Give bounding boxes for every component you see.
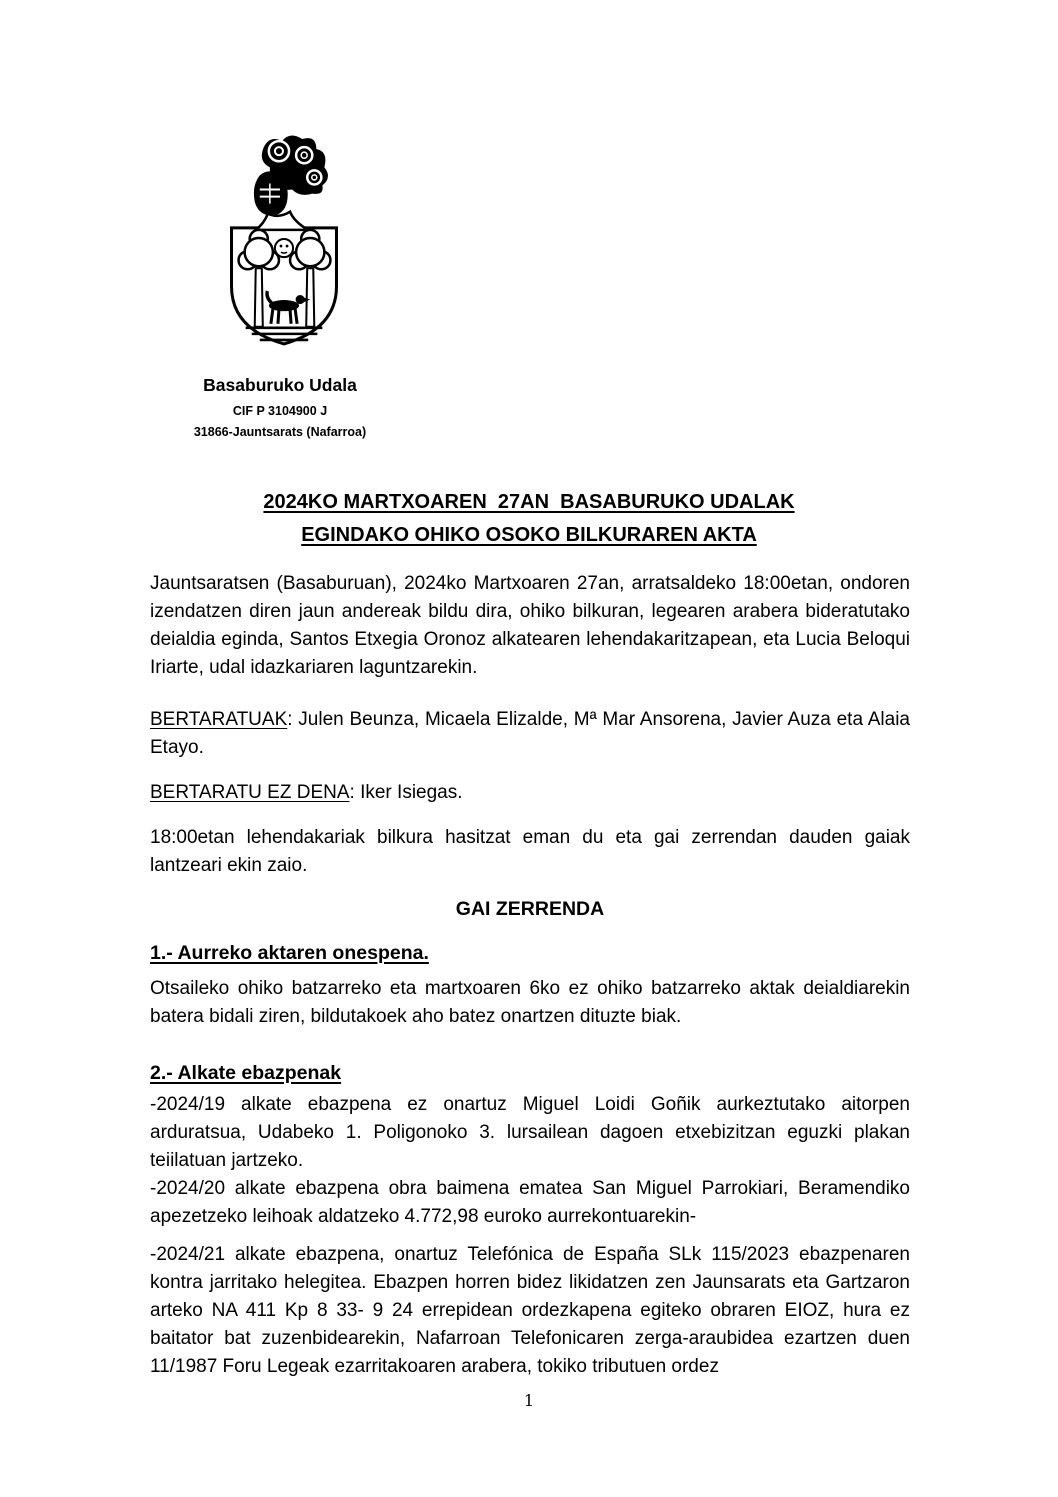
section-1-heading: 1.- Aurreko aktaren onespena. xyxy=(150,942,429,964)
attendees-names: : Julen Beunza, Micaela Elizalde, Mª Mar Ansorena, Javier Auza eta Alaia Etayo. xyxy=(150,709,910,758)
section-1-paragraph: Otsaileko ohiko batzarreko eta martxoaren 6ko ez ohiko batzarreko aktak deialdiarekin batera bidali ziren, bildutakoek aho batez onartzen dituzte biak. xyxy=(150,978,910,1027)
organization-cif: CIF P 3104900 J xyxy=(232,404,328,418)
session-opening-paragraph: 18:00etan lehendakariak bilkura hasitzat eman du eta gai zerrendan dauden gaiak lantzeari ekin zaio. xyxy=(150,827,910,876)
document-title xyxy=(0,486,1058,552)
absentees-names: : Iker Isiegas. xyxy=(349,782,463,803)
resolution-item-2024-21: -2024/21 alkate ebazpena, onartuz Telefónica de España SLk 115/2023 ebazpenaren kontra jarritako helegitea. Ebazpen horren bidez likidatzen zen Jaunsarats eta Gartzaron arteko NA 411 Kp 8 33- 9 24 errepidean ordezkapena egiteko obraren EIOZ, hura ez baitator bat zuzenbidearekin, Nafarroan Telefonicaren zerga-araubidea ezartzen duen 11/1987 Foru Legeak ezarritakoaren arabera, tokiko tributuen ordez xyxy=(150,1244,910,1377)
resolution-item-2024-20: -2024/20 alkate ebazpena obra baimena ematea San Miguel Parrokiari, Beramendiko apezetzeko leihoak aldatzeko 4.772,98 euroko aurrekontuarekin- xyxy=(150,1178,910,1227)
organization-name: Basaburuko Udala xyxy=(203,375,357,395)
attendees-label: BERTARATUAK xyxy=(150,709,288,730)
letterhead xyxy=(140,374,420,440)
absentees-paragraph xyxy=(150,779,910,807)
agenda-title: GAI ZERRENDA xyxy=(455,898,605,920)
intro-paragraph: Jauntsaratsen (Basaburuan), 2024ko Martxoaren 27an, arratsaldeko 18:00etan, ondoren izendatzen diren jaun andereak bildu dira, ohiko bilkuran, legearen arabera bideratutako deialdia eginda, Santos Etxegia Oronoz alkatearen lehendakaritzapean, eta Lucia Beloqui Iriarte, udal idazkariaren laguntzarekin. xyxy=(150,573,910,678)
document-body xyxy=(150,570,910,1381)
organization-address: 31866-Jauntsarats (Nafarroa) xyxy=(193,425,367,439)
coat-of-arms-logo xyxy=(222,133,346,347)
page-number: 1 xyxy=(523,1391,535,1410)
resolution-item-2024-19: -2024/19 alkate ebazpena ez onartuz Miguel Loidi Goñik aurkeztutako aitorpen arduratsua, Udabeko 1. Poligonoko 3. lursailean dagoen etxebizitzan eguzki plakan teiilatuan jartzeko. xyxy=(150,1094,910,1171)
document-title-line2: EGINDAKO OHIKO OSOKO BILKURAREN AKTA xyxy=(301,524,757,546)
section-2-heading: 2.- Alkate ebazpenak xyxy=(150,1062,342,1084)
document-title-line1: 2024KO MARTXOAREN 27AN BASABURUKO UDALAK xyxy=(263,491,795,513)
attendees-paragraph xyxy=(150,706,910,762)
absentees-label: BERTARATU EZ DENA xyxy=(150,782,350,803)
